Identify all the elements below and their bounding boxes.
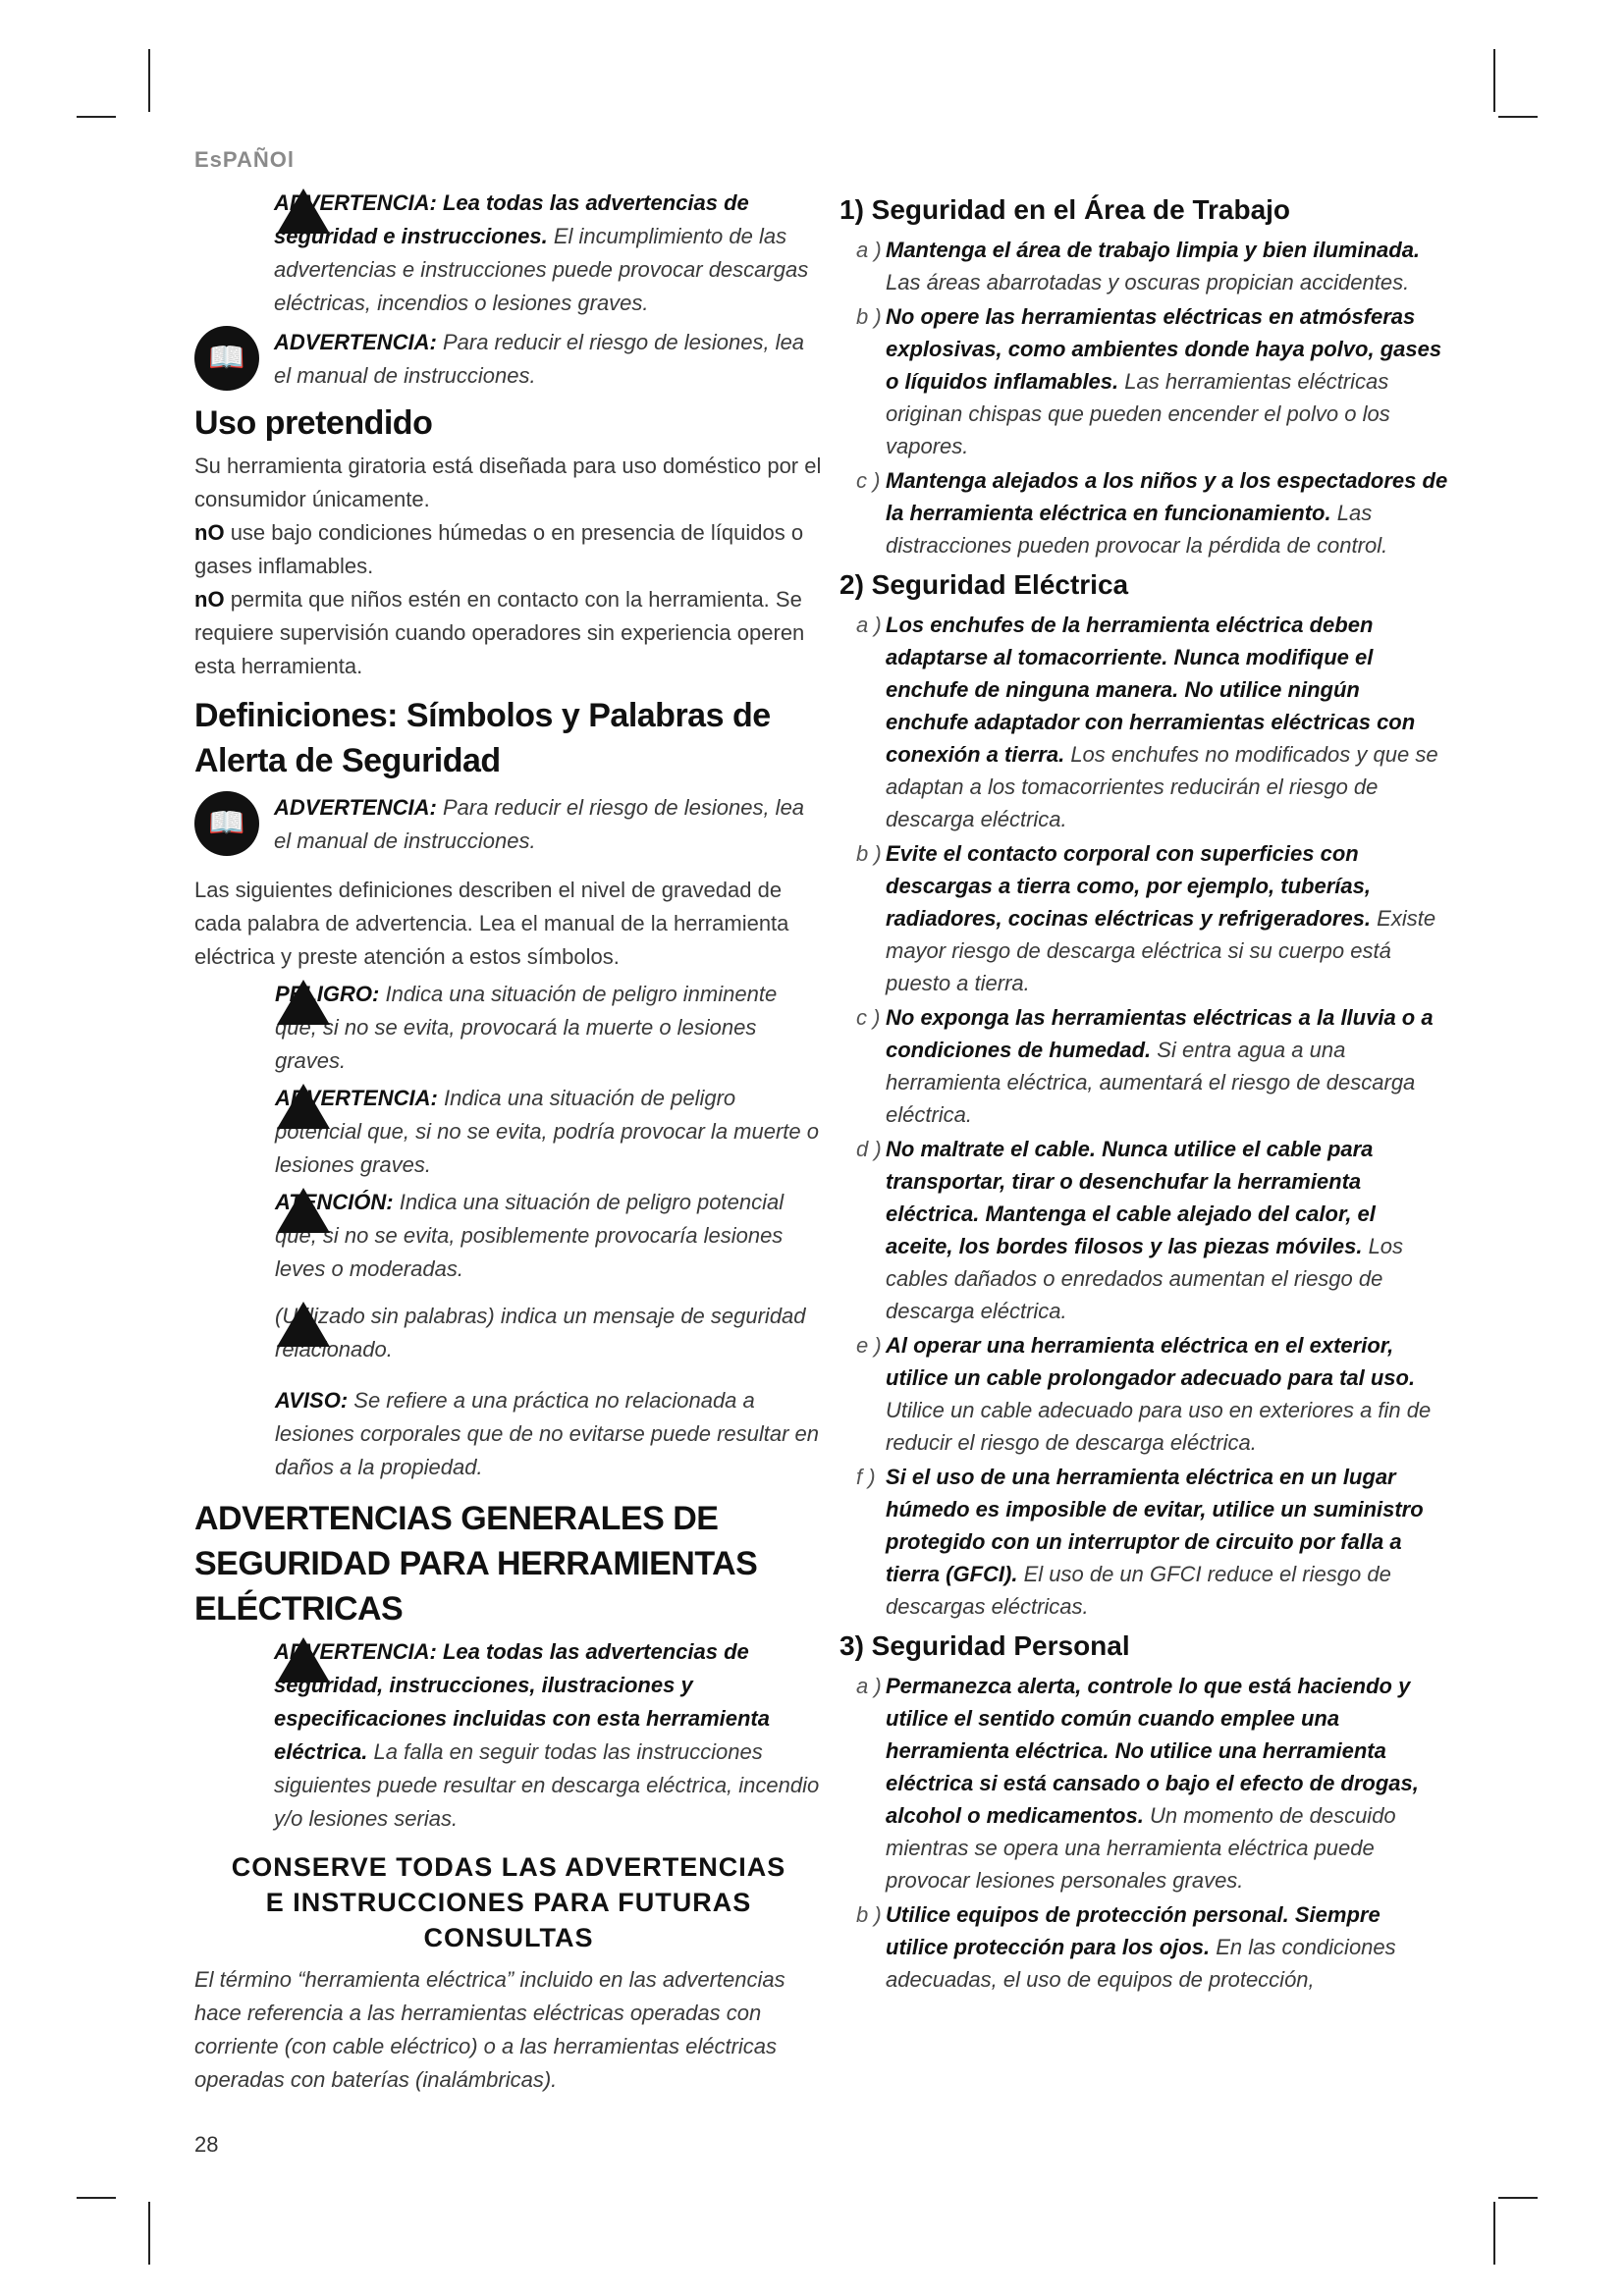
general-warnings-title: ADVERTENCIAS GENERALES DE SEGURIDAD PARA HERRAMIENTAS ELÉCTRICAS: [194, 1500, 758, 1628]
definition-lead: ATENCIÓN:: [275, 1190, 394, 1214]
crop-mark: [1498, 2197, 1538, 2199]
item-lead: Utilice equipos de protección personal. Siempre utilice protección para los ojos.: [886, 1902, 1380, 1959]
safety-item: [839, 1670, 1448, 1896]
definition-item: [275, 1186, 823, 1286]
item-label: a ): [856, 613, 882, 637]
warning-triangle-icon: [277, 188, 330, 234]
warning-triangle-icon: [277, 1188, 330, 1233]
warning-text: Para reducir el riesgo de lesiones, lea el manual de instrucciones.: [274, 795, 805, 853]
safety-item: [839, 1133, 1448, 1327]
warning-text: Para reducir el riesgo de lesiones, lea el manual de instrucciones.: [274, 330, 805, 388]
definition-lead: ADVERTENCIA:: [275, 1086, 438, 1110]
electrical-list: [839, 609, 1448, 1623]
power-tool-term-text: El término “herramienta eléctrica” incluido en las advertencias hace referencia a las herramientas eléctricas operadas con corriente (con cable eléctrico) o a las herramientas eléctricas operadas con baterías (inalámbricas).: [194, 1967, 785, 2092]
item-lead: Si el uso de una herramienta eléctrica en un lugar húmedo es imposible de evitar, utilice un suministro protegido con un interruptor de circuito por falla a tierra (GFCI).: [886, 1465, 1424, 1586]
safety-item: [839, 1329, 1448, 1459]
definitions-text: Las siguientes definiciones describen el nivel de gravedad de cada palabra de advertencia. Lea el manual de la herramienta eléctrica y preste atención a estos símbolos.: [194, 878, 789, 969]
crop-mark: [148, 49, 150, 112]
item-lead: Al operar una herramienta eléctrica en el exterior, utilice un cable prolongador adecuado para tal uso.: [886, 1333, 1416, 1390]
warning-triangle-icon: [277, 980, 330, 1025]
warning-triangle-icon: [277, 1637, 330, 1682]
read-manual-icon: 📖: [194, 791, 259, 856]
work-area-list: [839, 234, 1448, 561]
item-lead: Evite el contacto corporal con superficies con descargas a tierra como, por ejemplo, tuberías, radiadores, cocinas eléctricas y refrigeradores.: [886, 841, 1372, 931]
intended-use-title: Uso pretendido: [194, 404, 433, 442]
definition-text: Indica una situación de peligro potencial que, si no se evita, podría provocar la muerte o lesiones graves.: [275, 1086, 819, 1177]
warning-lead: ADVERTENCIA: Lea todas las advertencias de seguridad e instrucciones.: [274, 190, 749, 248]
safety-item: [839, 234, 1448, 298]
warning-block: [194, 187, 823, 320]
warning-text: El incumplimiento de las advertencias e instrucciones puede provocar descargas eléctricas, incendios o lesiones graves.: [274, 224, 809, 315]
language-label: EsPAÑOl: [194, 147, 295, 172]
item-lead: Los enchufes de la herramienta eléctrica deben adaptarse al tomacorriente. Nunca modifique el enchufe de ninguna manera. No utilice ningún enchufe adaptador con herramientas eléctricas con conexión a tierra.: [886, 613, 1416, 767]
definition-item: [275, 1300, 823, 1366]
item-text: Si entra agua a una herramienta eléctrica, aumentará el riesgo de descarga eléctrica.: [886, 1038, 1416, 1127]
item-label: b ): [856, 304, 882, 329]
warning-lead: ADVERTENCIA:: [274, 795, 437, 820]
item-text: Las áreas abarrotadas y oscuras propician accidentes.: [886, 270, 1410, 294]
conserve-notice: CONSERVE TODAS LAS ADVERTENCIAS E INSTRUCCIONES PARA FUTURAS CONSULTAS: [231, 1852, 786, 1952]
definition-item: [275, 978, 823, 1078]
manual-warning-block: [194, 791, 823, 858]
read-manual-icon: 📖: [194, 326, 259, 391]
definitions-list: [194, 978, 823, 1484]
item-text: En las condiciones adecuadas, el uso de equipos de protección,: [886, 1935, 1396, 1992]
item-label: e ): [856, 1333, 882, 1358]
item-label: d ): [856, 1137, 882, 1161]
item-lead: Permanezca alerta, controle lo que está haciendo y utilice el sentido común cuando emplee una herramienta eléctrica. No utilice una herramienta eléctrica si está cansado o bajo el efecto de drogas, alcohol o medicamentos.: [886, 1674, 1419, 1828]
emphasis-word: nO: [194, 520, 225, 545]
item-lead: No exponga las herramientas eléctricas a la lluvia o a condiciones de humedad.: [886, 1005, 1434, 1062]
intended-use-text: use bajo condiciones húmedas o en presencia de líquidos o gases inflamables.: [194, 520, 804, 578]
item-text: Un momento de descuido mientras se opera una herramienta eléctrica puede provocar lesiones personales graves.: [886, 1803, 1396, 1893]
manual-warning-block: [194, 326, 823, 393]
definition-text: Indica una situación de peligro inminente que, si no se evita, provocará la muerte o lesiones graves.: [275, 982, 778, 1073]
safety-item: [839, 837, 1448, 999]
warning-text: La falla en seguir todas las instrucciones siguientes puede resultar en descarga eléctrica, incendio y/o lesiones serias.: [274, 1739, 820, 1831]
crop-mark: [1498, 116, 1538, 118]
crop-mark: [148, 2202, 150, 2265]
crop-mark: [77, 116, 116, 118]
item-label: a ): [856, 1674, 882, 1698]
safety-item: [839, 464, 1448, 561]
warning-triangle-icon: [277, 1302, 330, 1347]
safety-item: [839, 1898, 1448, 1996]
definitions-title: Definiciones: Símbolos y Palabras de Alerta de Seguridad: [194, 697, 771, 779]
section-title-work-area: 1) Seguridad en el Área de Trabajo: [839, 194, 1291, 225]
item-label: f ): [856, 1465, 876, 1489]
definition-item: [275, 1082, 823, 1182]
item-lead: No maltrate el cable. Nunca utilice el cable para transportar, tirar o desenchufar la herramienta eléctrica. Mantenga el cable alejado del calor, el aceite, los bordes filosos y las piezas móviles.: [886, 1137, 1376, 1258]
crop-mark: [77, 2197, 116, 2199]
item-text: Las herramientas eléctricas originan chispas que pueden encender el polvo o los vapores.: [886, 369, 1390, 458]
intended-use-text: permita que niños estén en contacto con la herramienta. Se requiere supervisión cuando operadores sin experiencia operen esta herramienta.: [194, 587, 805, 678]
definition-lead: PELIGRO:: [275, 982, 380, 1006]
safety-item: [839, 300, 1448, 462]
item-label: c ): [856, 468, 881, 493]
left-column: [194, 187, 823, 2097]
definition-lead: AVISO:: [275, 1388, 349, 1413]
item-label: c ): [856, 1005, 881, 1030]
item-text: Las distracciones pueden provocar la pérdida de control.: [886, 501, 1388, 558]
crop-mark: [1493, 49, 1495, 112]
item-lead: Mantenga el área de trabajo limpia y bien iluminada.: [886, 238, 1421, 262]
safety-item: [839, 609, 1448, 835]
definition-text: Indica una situación de peligro potencial que, si no se evita, posiblemente provocaría lesiones leves o moderadas.: [275, 1190, 785, 1281]
item-label: b ): [856, 841, 882, 866]
emphasis-word: nO: [194, 587, 225, 612]
personal-list: [839, 1670, 1448, 1996]
crop-mark: [1493, 2202, 1495, 2265]
item-text: El uso de un GFCI reduce el riesgo de descargas eléctricas.: [886, 1562, 1391, 1619]
definition-text: (Utilizado sin palabras) indica un mensaje de seguridad relacionado.: [275, 1304, 806, 1362]
safety-item: [839, 1001, 1448, 1131]
item-text: Los enchufes no modificados y que se adaptan a los tomacorrientes reducirán el riesgo de descarga eléctrica.: [886, 742, 1438, 831]
intended-use-text: Su herramienta giratoria está diseñada para uso doméstico por el consumidor únicamente.: [194, 454, 822, 511]
item-lead: Mantenga alejados a los niños y a los espectadores de la herramienta eléctrica en funcionamiento.: [886, 468, 1448, 525]
item-label: b ): [856, 1902, 882, 1927]
item-lead: No opere las herramientas eléctricas en atmósferas explosivas, como ambientes donde haya polvo, gases o líquidos inflamables.: [886, 304, 1442, 394]
warning-triangle-icon: [277, 1084, 330, 1129]
warning-block: [194, 1635, 823, 1836]
section-title-personal: 3) Seguridad Personal: [839, 1630, 1130, 1661]
item-label: a ): [856, 238, 882, 262]
item-text: Utilice un cable adecuado para uso en exteriores a fin de reducir el riesgo de descarga eléctrica.: [886, 1398, 1432, 1455]
item-text: Los cables dañados o enredados aumentan el riesgo de descarga eléctrica.: [886, 1234, 1404, 1323]
right-column: [839, 187, 1448, 1998]
safety-item: [839, 1461, 1448, 1623]
section-title-electrical: 2) Seguridad Eléctrica: [839, 569, 1129, 600]
definition-text: Se refiere a una práctica no relacionada a lesiones corporales que de no evitarse puede resultar en daños a la propiedad.: [275, 1388, 820, 1479]
warning-lead: ADVERTENCIA: Lea todas las advertencias de seguridad, instrucciones, ilustraciones y especificaciones incluidas con esta herramienta eléctrica.: [274, 1639, 770, 1764]
page-number: 28: [194, 2132, 219, 2157]
item-text: Existe mayor riesgo de descarga eléctrica si su cuerpo está puesto a tierra.: [886, 906, 1436, 995]
warning-lead: ADVERTENCIA:: [274, 330, 437, 354]
